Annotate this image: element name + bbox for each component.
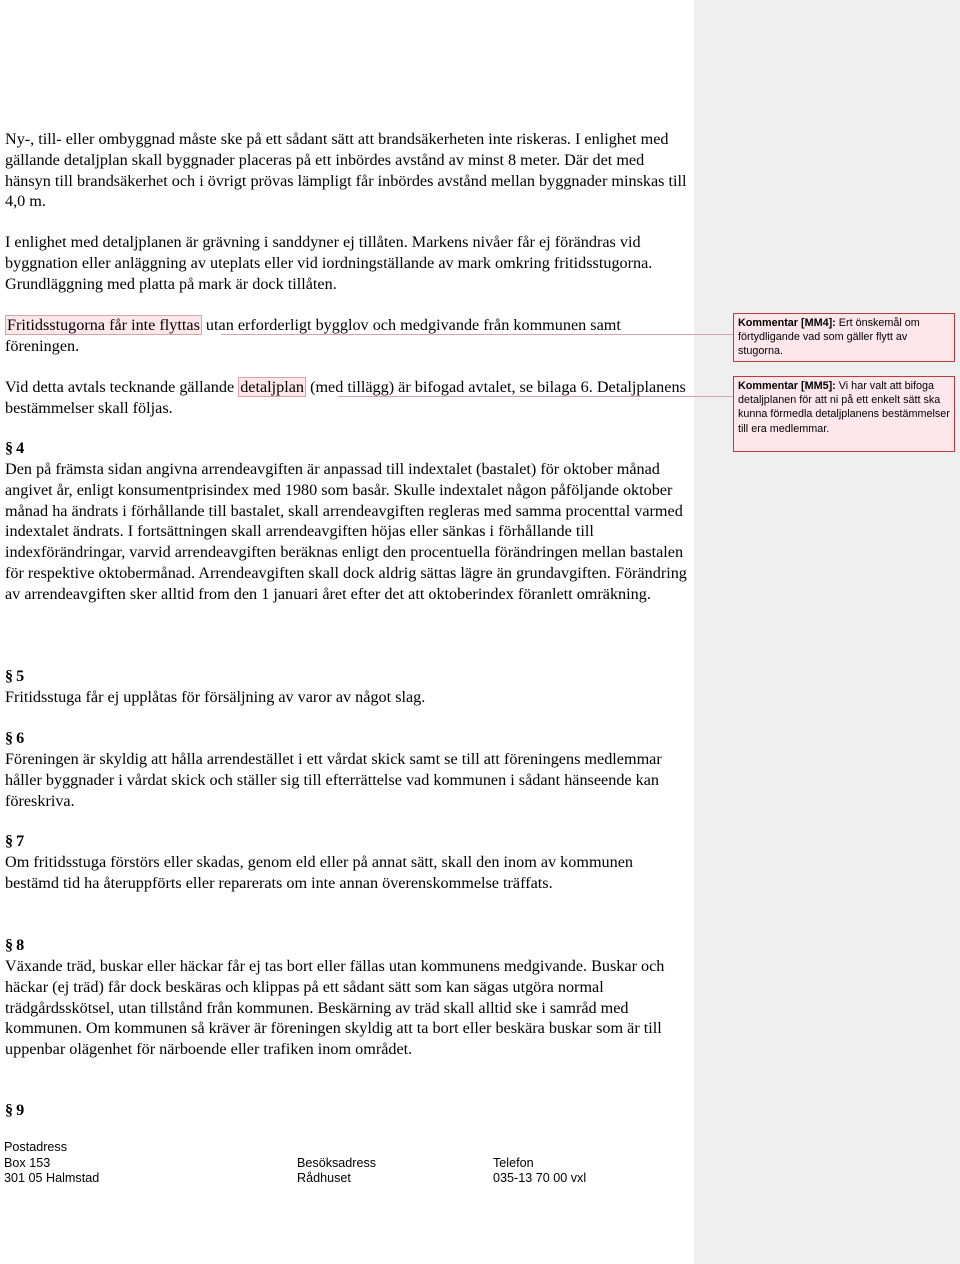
section-text-6: Föreningen är skyldig att hålla arrendestället i ett vårdat skick samt se till att föreningens medlemmar håller byggnader i vårdat skick och ställer sig till efterrättelse vad kommunen i sådant hänseende kan föreskriva. (5, 750, 662, 810)
section-heading-8 (5, 935, 24, 956)
comment-anchor-mm4[interactable]: Fritidsstugorna får inte flyttas (7, 316, 200, 334)
section-number: 6 (16, 729, 25, 747)
section-symbol: § (5, 936, 14, 954)
paragraph-detailed-plan-before: Vid detta avtals tecknande gällande (5, 378, 239, 396)
paragraph-fire-safety: Ny-, till- eller ombyggnad måste ske på ett sådant sätt att brandsäkerheten inte riskeras. I enlighet med gällande detaljplan skall byggnader placeras på ett inbördes avstånd av minst 8 meter. Där det med hänsyn till brandsäkerhet och i övrigt prövas lämpligt får inbördes avstånd mellan byggnader minskas till 4,0 m. (5, 130, 687, 211)
paragraph-relocation-rest: utan erforderligt bygglov och medgivande från kommunen samt föreningen. (5, 316, 621, 355)
footer-visiting-place: Rådhuset (297, 1171, 351, 1185)
section-number: 9 (16, 1101, 25, 1119)
section-number: 8 (16, 936, 25, 954)
footer-phone (493, 1156, 586, 1187)
comment-label: Kommentar [MM5]: (738, 380, 836, 392)
footer-postal-city: 301 05 Halmstad (4, 1171, 100, 1185)
section-symbol: § (5, 832, 14, 850)
section-heading-5 (5, 666, 24, 687)
section-heading-7 (5, 831, 24, 852)
paragraph-excavation: I enlighet med detaljplanen är grävning i sanddyner ej tillåten. Markens nivåer får ej förändras vid byggnation eller anläggning av uteplats eller vid iordningställande av mark omkring fritidsstugorna. Grundläggning med platta på mark är dock tillåten. (5, 233, 653, 293)
comment-leader-mm4 (221, 334, 733, 335)
comment-text: Vi har valt att bifoga detaljplanen för att ni på ett enkelt sätt ska kunna förmedla detaljplanens bestämmelser till era medlemmar. (738, 380, 950, 435)
section-text-5: Fritidsstuga får ej upplåtas för försäljning av varor av något slag. (5, 688, 426, 706)
footer-postal-box: Box 153 (4, 1155, 51, 1170)
comment-balloon-mm5[interactable] (733, 376, 955, 452)
section-symbol: § (5, 1101, 14, 1119)
footer-phone-number: 035-13 70 00 vxl (493, 1171, 587, 1185)
paragraph-detailed-plan (5, 377, 689, 419)
footer-postal-label: Postadress (4, 1140, 67, 1154)
comment-balloon-mm4[interactable] (733, 313, 955, 362)
section-symbol: § (5, 729, 14, 747)
footer-phone-label: Telefon (493, 1155, 534, 1170)
footer-postal-address (4, 1140, 99, 1187)
section-number: 7 (16, 832, 25, 850)
section-heading-9 (5, 1100, 24, 1121)
section-symbol: § (5, 667, 14, 685)
section-number: 5 (16, 667, 25, 685)
comment-label: Kommentar [MM4]: (738, 317, 836, 329)
section-number: 4 (16, 439, 25, 457)
section-text-8: Växande träd, buskar eller häckar får ej tas bort eller fällas utan kommunens medgivande. Buskar och häckar (ej träd) får dock beskäras och klippas på ett sådant sätt som kan sägas utgöra normal trädgårdsskötsel, utan tillstånd från kommunen. Beskärning av träd skall alltid ske i samråd med kommunen. Om kommunen så kräver är föreningen skyldig att ta bort eller beskära buskar som är till uppenbar olägenhet för närboende eller trafiken inom området. (5, 957, 665, 1059)
footer-visiting-label: Besöksadress (297, 1155, 377, 1170)
paragraph-detailed-plan-after: (med tillägg) är bifogad avtalet, se bilaga 6. Detaljplanens bestämmelser skall följas. (5, 378, 686, 417)
paragraph-relocation (5, 315, 689, 357)
comment-anchor-mm5[interactable]: detaljplan (240, 378, 305, 396)
comment-leader-mm5 (338, 396, 733, 397)
footer-visiting-address (297, 1156, 376, 1187)
section-heading-6 (5, 728, 24, 749)
section-heading-4 (5, 438, 24, 459)
comment-pane (694, 0, 960, 1264)
section-text-7: Om fritidsstuga förstörs eller skadas, genom eld eller på annat sätt, skall den inom av kommunen bestämd tid ha återuppförts eller reparerats om inte annan överenskommelse träffats. (5, 853, 634, 892)
section-symbol: § (5, 439, 14, 457)
comment-text: Ert önskemål om förtydligande vad som gäller flytt av stugorna. (738, 317, 920, 358)
section-text-4: Den på främsta sidan angivna arrendeavgiften är anpassad till indextalet (bastalet) för oktober månad angivet år, enligt konsumentprisindex med 1980 som basår. Skulle indextalet någon påföljande oktober månad ha ändrats i förhållande till bastalet, skall arrendeavgiften regleras med samma procenttal varmed indextalet ändrats. I fortsättningen skall arrendeavgiften höjas eller sänkas i förhållande till indexförändringar, varvid arrendeavgiften beräknas enligt den procentuella förändringen mellan bastalen för respektive oktobermånad. Arrendeavgiften skall dock aldrig sättas lägre än grundavgiften. Förändring av arrendeavgiften sker alltid from den 1 januari året efter det att oktoberindex föranlett omräkning. (5, 460, 687, 603)
